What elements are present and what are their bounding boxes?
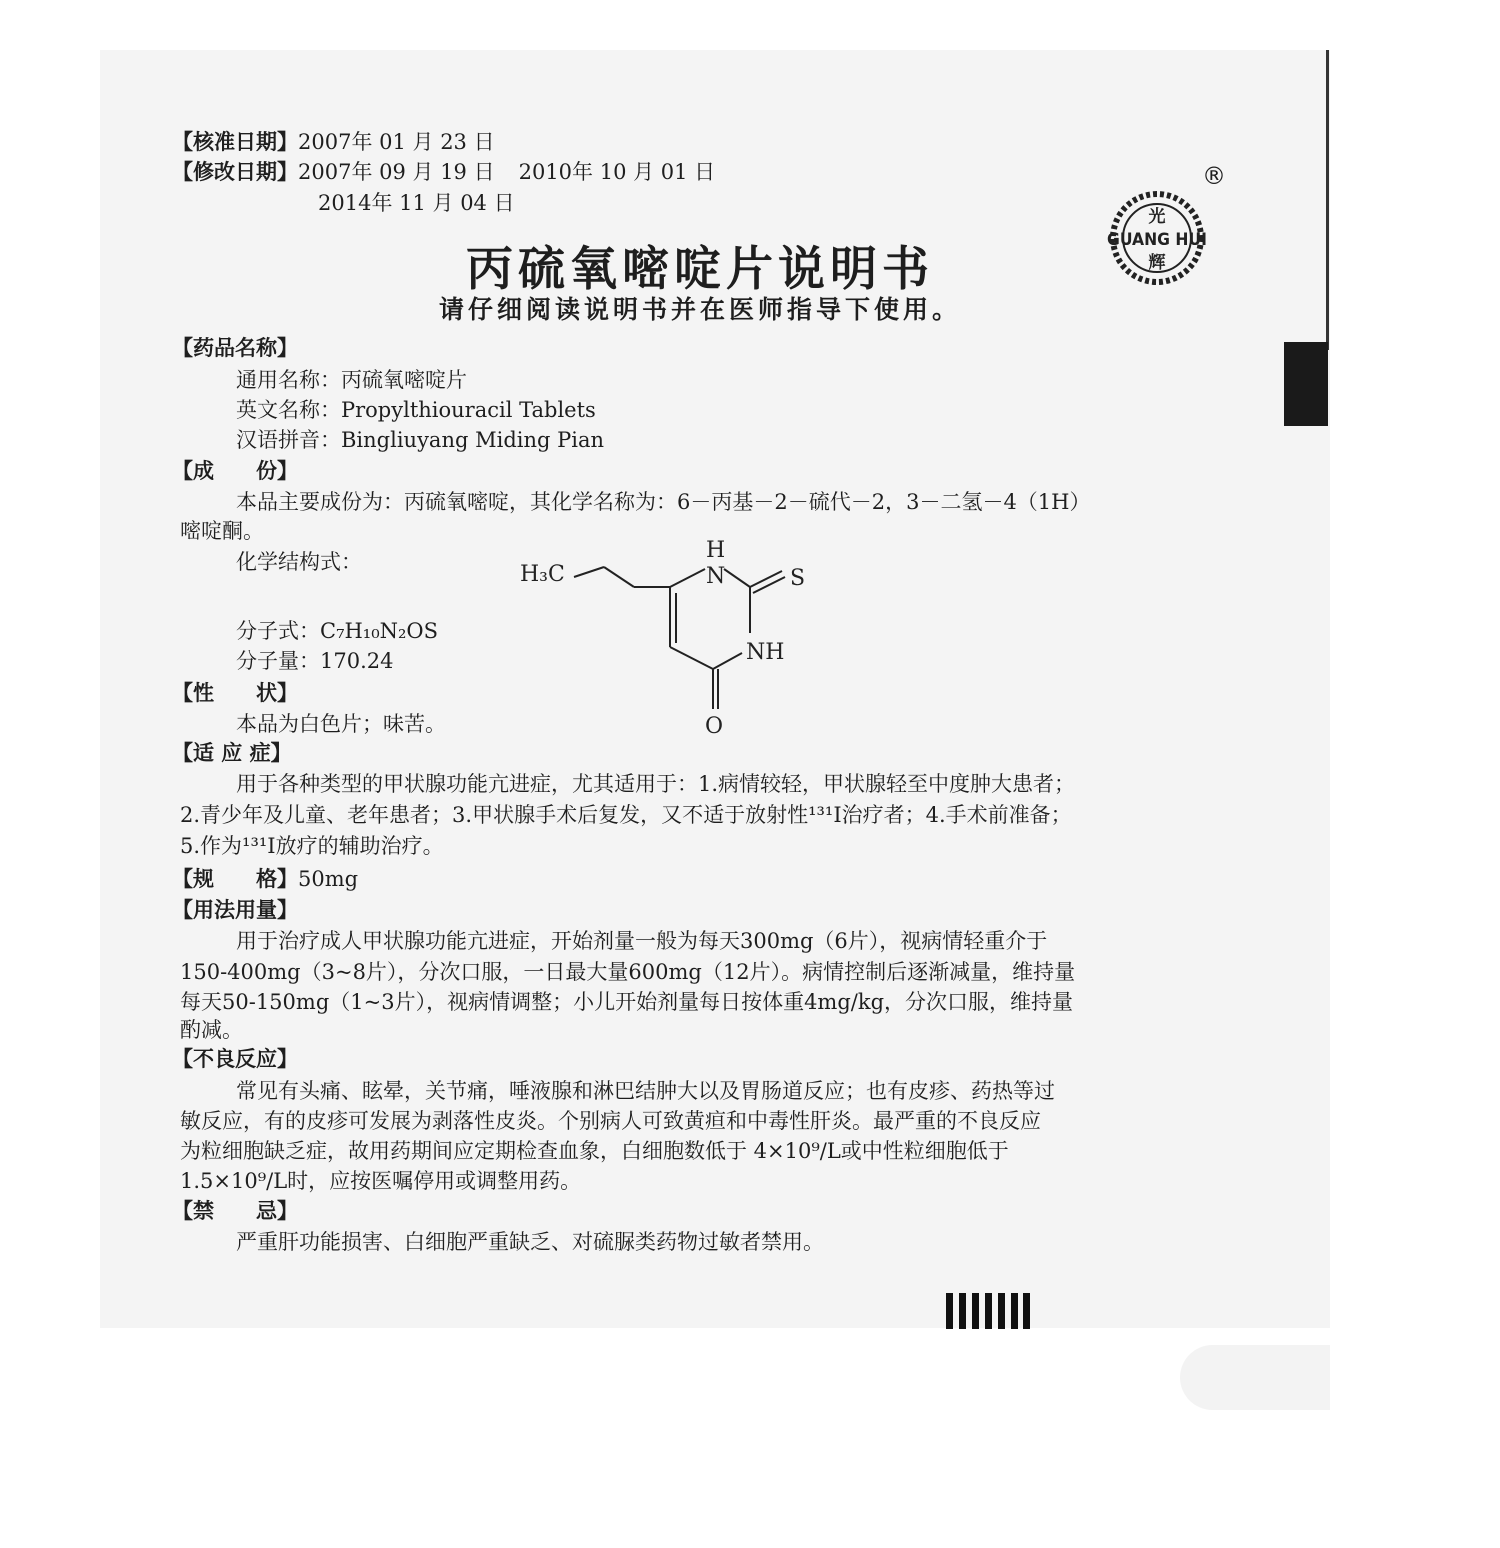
- h-label: H: [706, 538, 726, 563]
- composition-text-2: 嘧啶酮。: [180, 519, 264, 543]
- svg-text:辉: 辉: [1148, 253, 1166, 273]
- o-label: O: [705, 714, 724, 739]
- revision-date-1: 2007年 09 月 19 日: [298, 160, 495, 184]
- contraindications-text: 严重肝功能损害、白细胞严重缺乏、对硫脲类药物过敏者禁用。: [236, 1230, 824, 1254]
- h3c-label: H₃C: [520, 562, 565, 587]
- adverse-line-1: 常见有头痛、眩晕，关节痛，唾液腺和淋巴结肿大以及胃肠道反应；也有皮疹、药热等过: [236, 1079, 1055, 1103]
- revision-date-3: 2014年 11 月 04 日: [318, 191, 515, 215]
- chemical-structure: [500, 535, 840, 745]
- revision-date-label: 【修改日期】: [172, 160, 298, 184]
- formula: C₇H₁₀N₂OS: [320, 619, 439, 643]
- adverse-line-4: 1.5×10⁹/L时，应按医嘱停用或调整用药。: [180, 1169, 582, 1193]
- svg-text:GUANG HUI: GUANG HUI: [1107, 230, 1207, 250]
- dosage-line-4: 酌减。: [180, 1018, 243, 1042]
- dosage-line-2: 150-400mg（3~8片），分次口服，一日最大量600mg（12片）。病情控制后逐渐减量，维持量: [180, 960, 1076, 984]
- edge-rule: [1326, 50, 1329, 350]
- indications-line-1: 用于各种类型的甲状腺功能亢进症，尤其适用于：1.病情较轻，甲状腺轻至中度肿大患者；: [236, 772, 1076, 796]
- specification-heading: 【规 格】: [172, 867, 298, 891]
- document-title: 丙硫氧嘧啶片说明书: [466, 242, 934, 297]
- indications-heading: 【适 应 症】: [172, 741, 292, 765]
- s-label: S: [790, 566, 806, 591]
- english-name: 英文名称：Propylthiouracil Tablets: [236, 398, 596, 422]
- indications-line-2: 2.青少年及儿童、老年患者；3.甲状腺手术后复发，又不适于放射性¹³¹I治疗者；4.手术前准备；: [180, 803, 1072, 827]
- formula-label: 分子式：: [236, 619, 320, 643]
- structure-label: 化学结构式：: [236, 550, 362, 574]
- specification-value: 50mg: [298, 867, 359, 891]
- n-label: N: [706, 564, 726, 589]
- formula-row: [236, 618, 438, 644]
- approval-date: 2007年 01 月 23 日: [298, 130, 495, 154]
- indications-line-3: 5.作为¹³¹I放疗的辅助治疗。: [180, 834, 444, 858]
- adverse-line-3: 为粒细胞缺乏症，故用药期间应定期检查血象，白细胞数低于 4×10⁹/L或中性粒细胞低于: [180, 1139, 1009, 1163]
- approval-date-row: [172, 129, 495, 155]
- specification-row: [172, 866, 358, 892]
- pinyin-name: 汉语拼音：Bingliuyang Miding Pian: [236, 428, 605, 452]
- drug-name-heading: 【药品名称】: [172, 336, 298, 360]
- revision-date-row: [172, 159, 715, 185]
- guanghui-logo: [1102, 190, 1212, 286]
- composition-heading: 【成 份】: [172, 459, 298, 483]
- approval-date-label: 【核准日期】: [172, 130, 298, 154]
- registered-mark: ®: [1202, 162, 1226, 190]
- adverse-line-2: 敏反应，有的皮疹可发展为剥落性皮炎。个别病人可致黄疸和中毒性肝炎。最严重的不良反应: [180, 1109, 1041, 1133]
- nh-label: NH: [746, 640, 785, 665]
- contraindications-heading: 【禁 忌】: [172, 1199, 298, 1223]
- svg-text:光: 光: [1148, 207, 1166, 227]
- properties-text: 本品为白色片；味苦。: [236, 712, 446, 736]
- dosage-line-1: 用于治疗成人甲状腺功能亢进症，开始剂量一般为每天300mg（6片），视病情轻重介于: [236, 929, 1048, 953]
- revision-date-2: 2010年 10 月 01 日: [518, 160, 716, 184]
- dosage-line-3: 每天50-150mg（1~3片），视病情调整；小儿开始剂量每日按体重4mg/kg，分次口服，维持量: [180, 990, 1074, 1014]
- document-subtitle: 请仔细阅读说明书并在医师指导下使用。: [438, 295, 961, 324]
- molecular-weight: 分子量：170.24: [236, 649, 394, 673]
- scan-smudge: [1180, 1345, 1330, 1410]
- black-tab-mark: [1284, 342, 1328, 426]
- generic-name: 通用名称：丙硫氧嘧啶片: [236, 368, 467, 392]
- print-marks: [946, 1293, 1030, 1329]
- composition-text-1: 本品主要成份为：丙硫氧嘧啶，其化学名称为：6－丙基－2－硫代－2，3－二氢－4（1H）: [236, 490, 1091, 514]
- adverse-heading: 【不良反应】: [172, 1047, 298, 1071]
- dosage-heading: 【用法用量】: [172, 898, 298, 922]
- properties-heading: 【性 状】: [172, 681, 298, 705]
